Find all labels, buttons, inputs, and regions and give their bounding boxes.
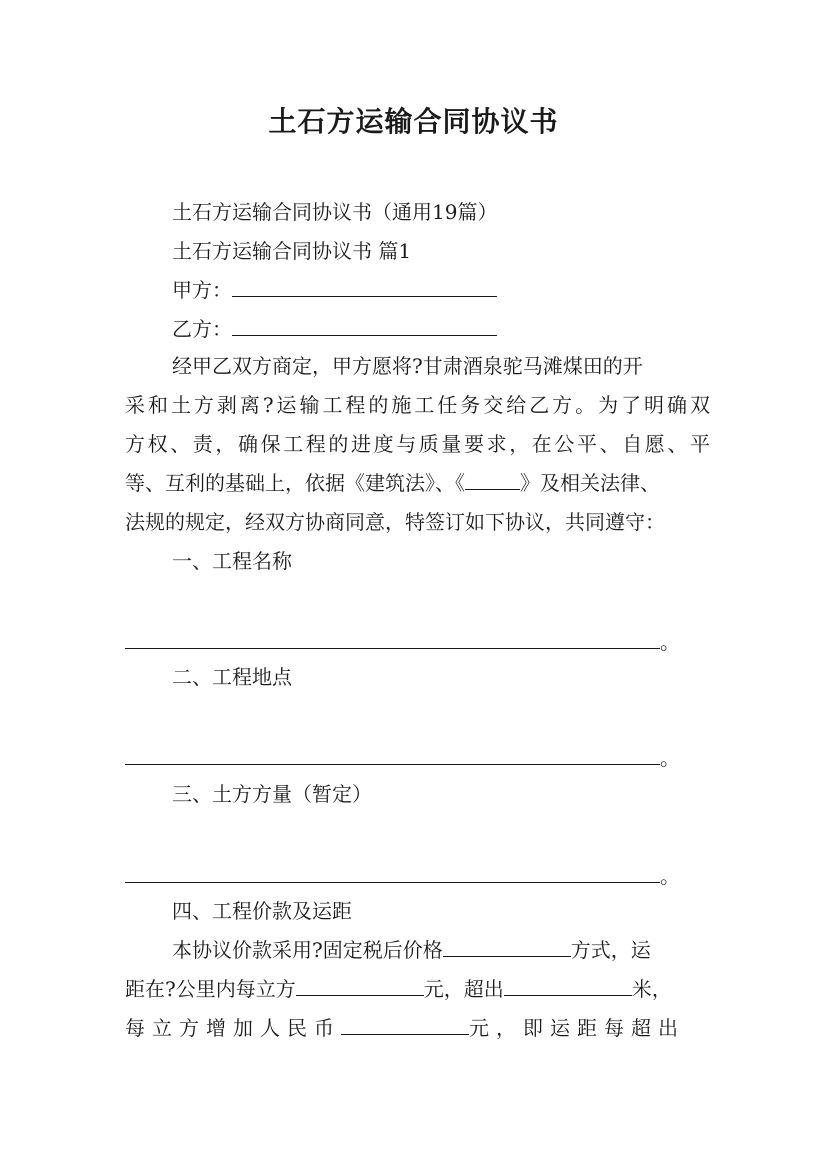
- para1-line2: 采和土方剥离?运输工程的施工任务交给乙方。为了明确双: [125, 393, 710, 417]
- distance-blank: [504, 977, 632, 996]
- para1-line5: 法规的规定，经双方协商同意，特签订如下协议，共同遵守：: [125, 510, 665, 534]
- unit-price-blank: [296, 977, 424, 996]
- para1-line4-end: 》及相关法律、: [520, 471, 660, 495]
- para2-line1-end: 方式，运: [570, 938, 651, 962]
- project-location-line: [125, 746, 680, 770]
- section-1-heading: 一、工程名称: [172, 549, 292, 573]
- section-2-heading: 二、工程地点: [172, 665, 292, 689]
- para1-line4: [125, 471, 660, 495]
- extra-price-blank: [341, 1016, 469, 1035]
- para2-line2-end: 米，: [631, 977, 672, 1001]
- period: 。: [660, 864, 680, 888]
- law-name-blank: [465, 471, 520, 490]
- chapter-heading: 土石方运输合同协议书 篇1: [172, 239, 412, 263]
- para2-line1-start: 本协议价款采用?固定税后价格: [172, 938, 443, 962]
- period: 。: [660, 630, 680, 654]
- project-name-blank: [125, 630, 660, 649]
- para1-line3: 方权、责，确保工程的进度与质量要求，在公平、自愿、平: [125, 432, 710, 456]
- document-title: 土石方运输合同协议书: [268, 105, 559, 138]
- period: 。: [660, 746, 680, 770]
- party-b-line: [172, 317, 497, 341]
- earthwork-volume-blank: [125, 864, 660, 883]
- party-b-label: 乙方：: [172, 317, 232, 341]
- para1-line4-start: 等、互利的基础上，依据《建筑法》、《: [125, 471, 465, 495]
- para2-line2-start: 距在?公里内每立方: [125, 977, 296, 1001]
- para2-line3-end: 元，即运距每超出: [469, 1016, 685, 1040]
- para1-line1: 经甲乙双方商定，甲方愿将?甘肃酒泉驼马滩煤田的开: [172, 354, 643, 378]
- para2-line2: [125, 977, 672, 1001]
- party-b-blank: [232, 317, 497, 336]
- project-name-line: [125, 630, 680, 654]
- section-4-heading: 四、工程价款及运距: [172, 899, 352, 923]
- party-a-label: 甲方：: [172, 278, 232, 302]
- party-a-line: [172, 278, 497, 302]
- price-method-blank: [443, 938, 571, 957]
- para2-line1: [172, 938, 651, 962]
- para2-line3: [125, 1016, 685, 1040]
- para2-line3-start: 每立方增加人民币: [125, 1016, 341, 1040]
- earthwork-volume-line: [125, 864, 680, 888]
- party-a-blank: [232, 278, 497, 297]
- project-location-blank: [125, 746, 660, 765]
- subtitle: 土石方运输合同协议书（通用19篇）: [172, 200, 498, 224]
- section-3-heading: 三、土方方量（暂定）: [172, 782, 372, 806]
- para2-line2-mid: 元，超出: [423, 977, 504, 1001]
